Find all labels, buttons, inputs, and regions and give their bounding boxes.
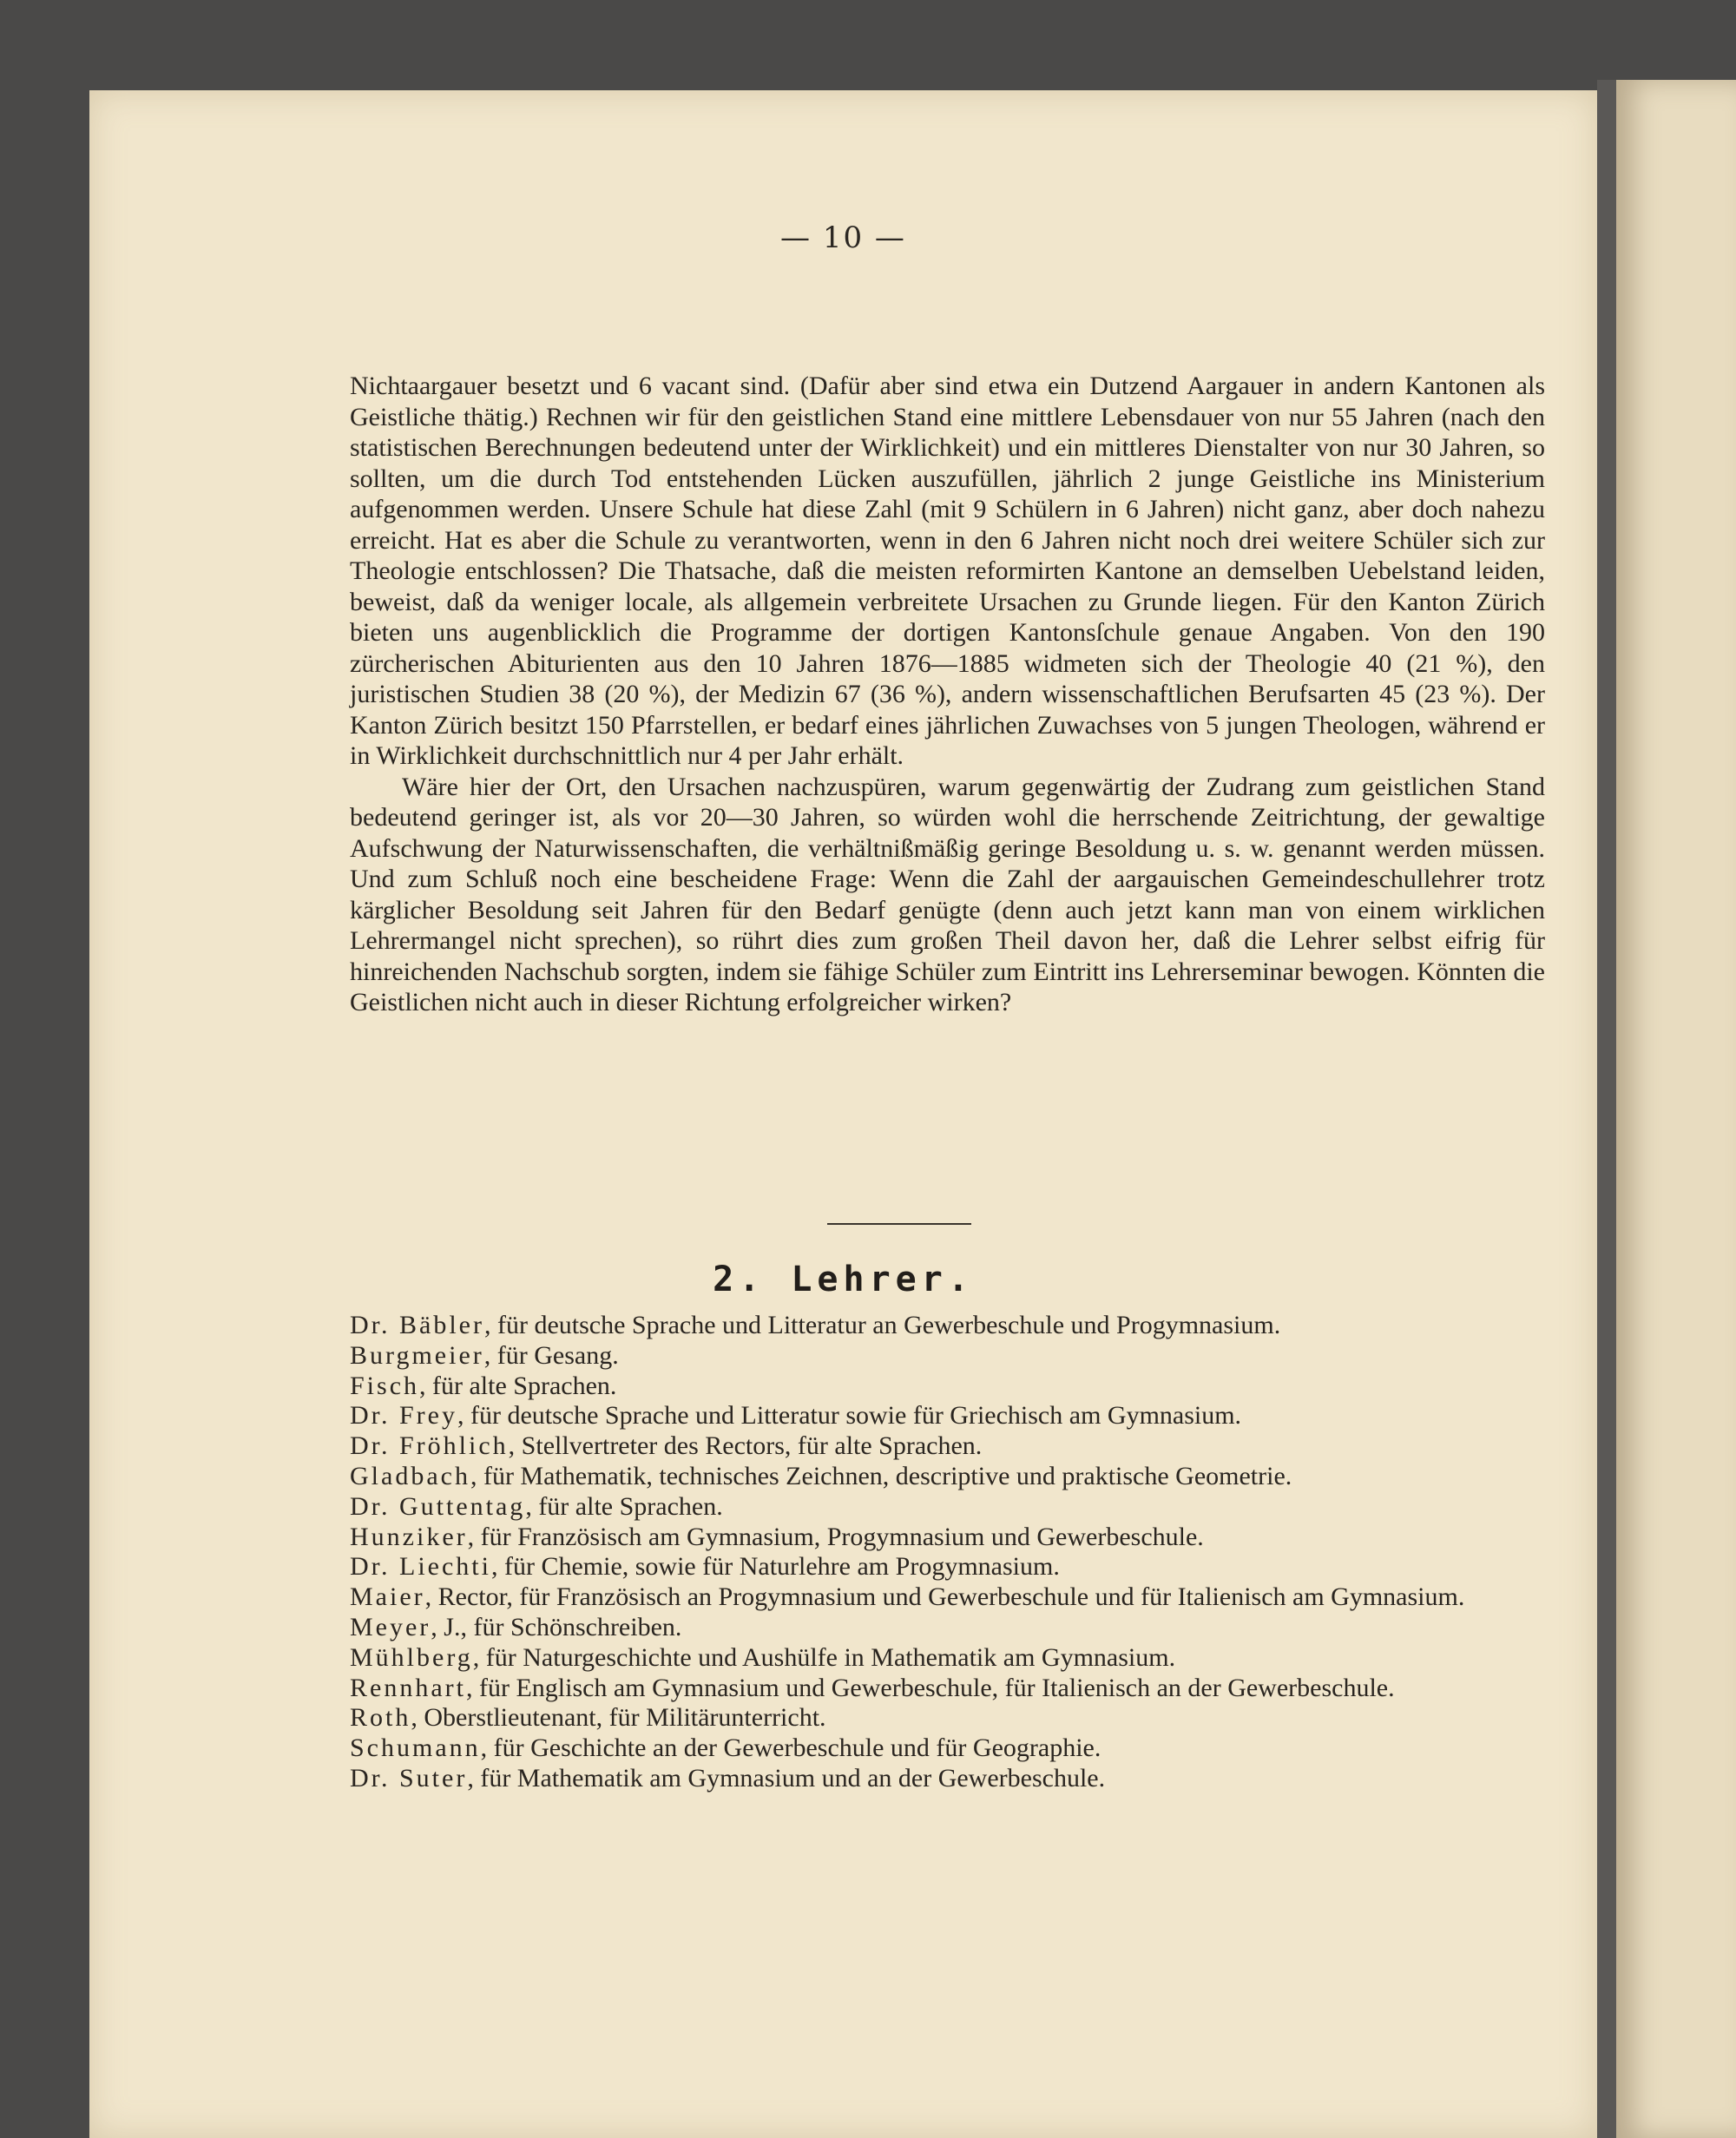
teacher-entry	[350, 1613, 1548, 1643]
teacher-entry	[350, 1523, 1548, 1553]
book-gutter	[1597, 80, 1616, 2138]
teacher-entry	[350, 1703, 1548, 1733]
teacher-name: Dr. Guttentag	[350, 1491, 526, 1521]
teacher-name: Mühlberg	[350, 1642, 473, 1672]
teacher-entry	[350, 1643, 1548, 1674]
teacher-entry	[350, 1462, 1548, 1492]
teacher-description: , für deutsche Sprache und Litteratur sowie für Griechisch am Gymnasium.	[457, 1401, 1242, 1431]
teacher-entry	[350, 1674, 1548, 1704]
teacher-entry	[350, 1552, 1548, 1582]
teacher-name: Roth	[350, 1703, 411, 1733]
teacher-name: Dr. Frey	[350, 1401, 457, 1431]
section-heading: 2. Lehrer.	[713, 1260, 974, 1299]
teacher-description: , für Mathematik am Gymnasium und an der Gewerbeschule.	[467, 1763, 1106, 1793]
teacher-name: Hunziker	[350, 1522, 468, 1551]
teacher-name: Meyer	[350, 1612, 431, 1641]
teacher-name: Schumann	[350, 1733, 481, 1763]
body-text	[350, 371, 1545, 1018]
teacher-description: , für deutsche Sprache und Litteratur an Gewerbeschule und Progymnasium.	[483, 1311, 1281, 1339]
teacher-name: Gladbach	[350, 1461, 470, 1490]
teacher-description: , Rector, für Französisch an Progymnasium und Gewerbeschule und für Italienisch am Gymnasium.	[424, 1582, 1465, 1612]
teacher-description: , J., für Schönschreiben.	[431, 1612, 682, 1641]
teacher-description: , für Gesang.	[483, 1340, 619, 1370]
adjacent-page-edge	[1616, 80, 1736, 2138]
section-divider	[827, 1223, 971, 1225]
teacher-description: , für Geschichte an der Gewerbeschule und für Geographie.	[480, 1733, 1101, 1763]
teacher-name: Fisch	[350, 1371, 420, 1400]
teacher-name: Dr. Liechti	[350, 1552, 491, 1582]
teacher-entry	[350, 1733, 1548, 1764]
teacher-entry	[350, 1764, 1548, 1794]
page-number: — 10 —	[780, 220, 906, 255]
document-page	[89, 90, 1597, 2138]
teacher-description: , für alte Sprachen.	[419, 1371, 617, 1400]
teacher-list	[350, 1311, 1548, 1794]
teacher-description: , für Englisch am Gymnasium und Gewerbeschule, für Italienisch an der Gewerbeschule.	[465, 1673, 1395, 1702]
teacher-entry	[350, 1341, 1548, 1372]
teacher-entry	[350, 1311, 1548, 1341]
teacher-name: Dr. Suter	[350, 1763, 468, 1793]
teacher-description: , für alte Sprachen.	[525, 1491, 723, 1521]
paragraph-2: Wäre hier der Ort, den Ursachen nachzuspüren, warum gegenwärtig der Zudrang zum geistlichen Stand bedeutend geringer ist, als vor 20—30 Jahren, so würden wohl die herrschende Zeitrichtung, der gewaltige Aufschwung der Naturwissenschaften, die verhältnißmäßig geringe Besoldung u. s. w. genannt werden müssen. Und zum Schluß noch eine bescheidene Frage: Wenn die Zahl der aargauischen Gemeindeschullehrer trotz kärglicher Besoldung seit Jahren für den Bedarf genügte (denn auch jetzt kann man von einem wirklichen Lehrermangel nicht sprechen), so rührt dies zum großen Theil davon her, daß die Lehrer selbst eifrig für hinreichenden Nachschub sorgten, indem sie fähige Schüler zum Eintritt ins Lehrerseminar bewogen. Könnten die Geistlichen nicht auch in dieser Richtung erfolgreicher wirken?	[350, 772, 1545, 1016]
teacher-name: Burgmeier	[350, 1340, 484, 1370]
teacher-name: Dr. Fröhlich	[350, 1431, 509, 1461]
teacher-name: Dr. Bäbler	[350, 1311, 484, 1339]
teacher-entry	[350, 1431, 1548, 1462]
teacher-entry	[350, 1372, 1548, 1402]
teacher-description: , für Naturgeschichte und Aushülfe in Mathematik am Gymnasium.	[472, 1642, 1176, 1672]
teacher-description: , Oberstlieutenant, für Militärunterricht.	[411, 1703, 826, 1733]
teacher-entry	[350, 1492, 1548, 1523]
teacher-description: , für Französisch am Gymnasium, Progymnasium und Gewerbeschule.	[467, 1522, 1204, 1551]
teacher-description: , für Mathematik, technisches Zeichnen, descriptive und praktische Geometrie.	[470, 1461, 1292, 1490]
teacher-description: , Stellvertreter des Rectors, für alte Sprachen.	[508, 1431, 983, 1461]
teacher-name: Rennhart	[350, 1673, 466, 1702]
teacher-name: Maier	[350, 1582, 425, 1612]
teacher-entry	[350, 1582, 1548, 1613]
paragraph-1: Nichtaargauer besetzt und 6 vacant sind. (Dafür aber sind etwa ein Dutzend Aargauer in andern Kantonen als Geistliche thätig.) Rechnen wir für den geistlichen Stand eine mittlere Lebensdauer von nur 55 Jahren (nach den statistischen Berechnungen bedeutend unter der Wirklichkeit) und ein mittleres Dienstalter von nur 30 Jahren, so sollten, um die durch Tod entstehenden Lücken auszufüllen, jährlich 2 junge Geistliche ins Ministerium aufgenommen werden. Unsere Schule hat diese Zahl (mit 9 Schülern in 6 Jahren) nicht ganz, aber doch nahezu erreicht. Hat es aber die Schule zu verantworten, wenn in den 6 Jahren nicht noch drei weitere Schüler sich zur Theologie entschlossen? Die Thatsache, daß die meisten reformirten Kantone an demselben Uebelstand leiden, beweist, daß da weniger locale, als allgemein verbreitete Ursachen zu Grunde liegen. Für den Kanton Zürich bieten uns augenblicklich die Programme der dortigen Kantonsſchule genaue Angaben. Von den 190 zürcherischen Abiturienten aus den 10 Jahren 1876—1885 widmeten sich der Theologie 40 (21 %), den juristischen Studien 38 (20 %), der Medizin 67 (36 %), andern wissenschaftlichen Berufsarten 45 (23 %). Der Kanton Zürich besitzt 150 Pfarrstellen, er bedarf eines jährlichen Zuwachses von 5 jungen Theologen, während er in Wirklichkeit durchschnittlich nur 4 per Jahr erhält.	[350, 372, 1545, 770]
teacher-description: , für Chemie, sowie für Naturlehre am Progymnasium.	[490, 1552, 1060, 1582]
teacher-entry	[350, 1401, 1548, 1431]
